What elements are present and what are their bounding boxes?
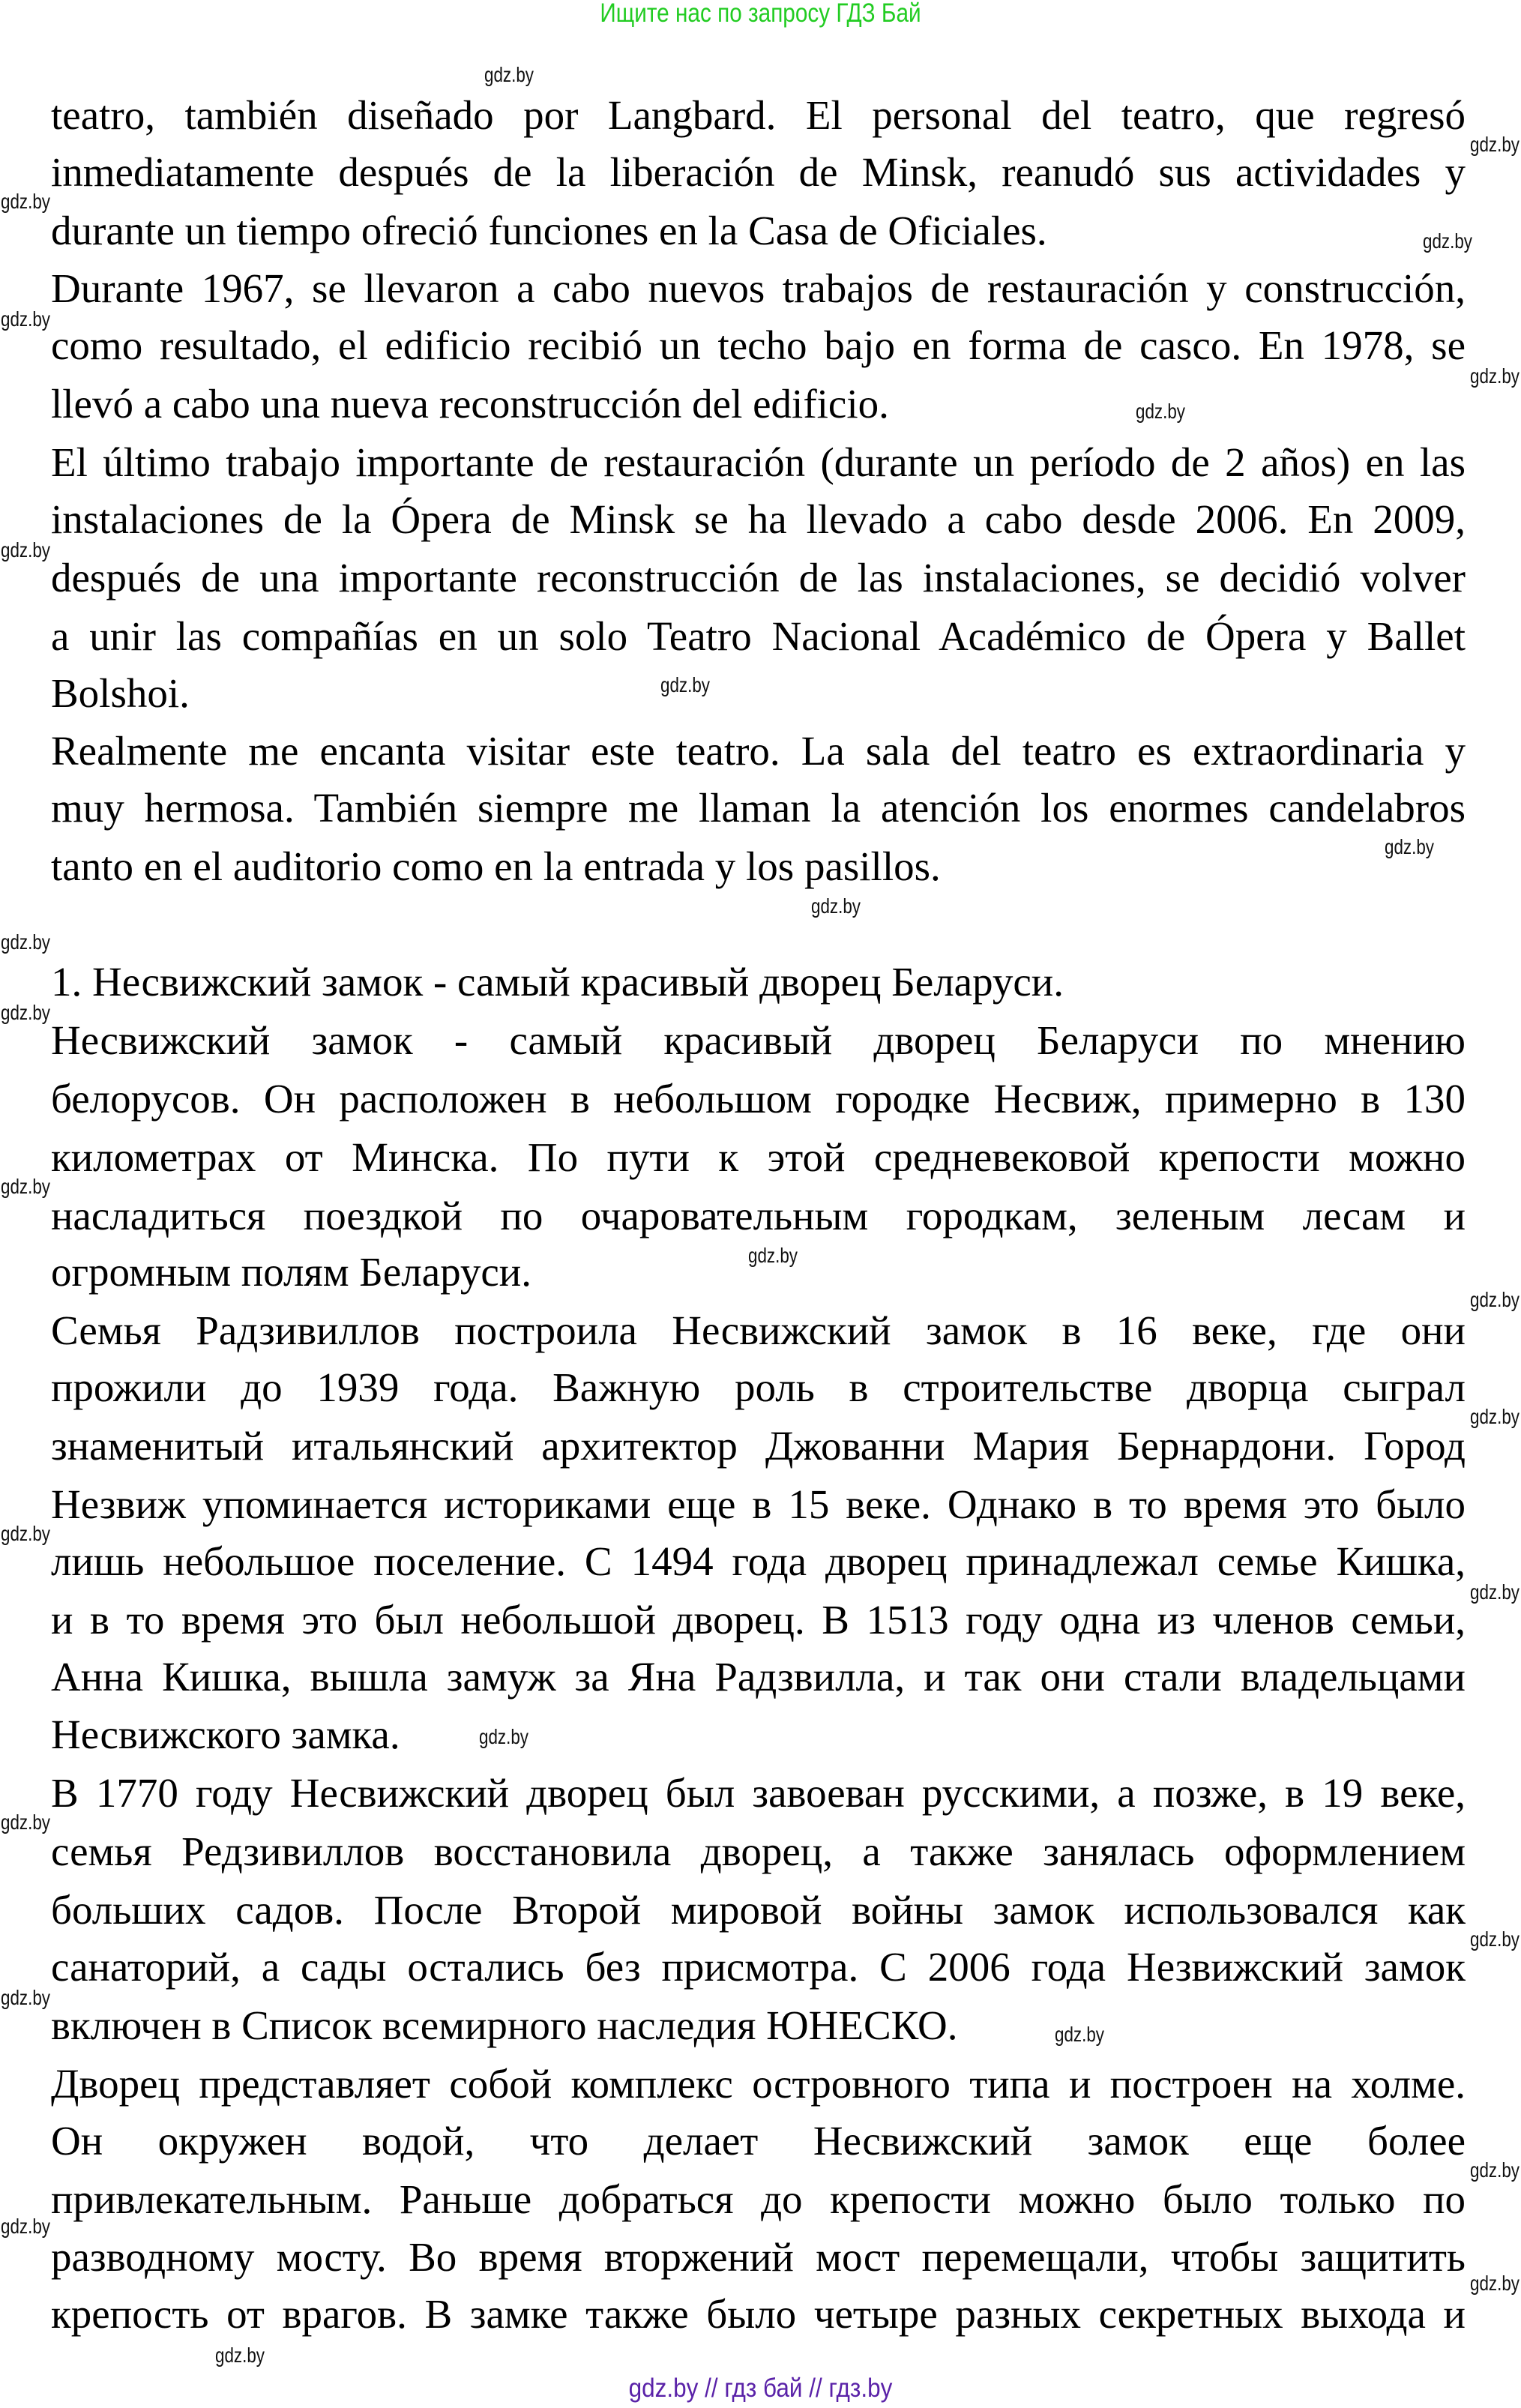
text-line: и в то время это был небольшой дворец. В 1513 году одна из членов семьи, — [51, 1597, 1466, 1643]
text-line: inmediatamente después de la liberación de Minsk, reanudó sus actividades y — [51, 149, 1466, 195]
watermark: gdz.by — [1, 930, 50, 954]
text-line: después de una importante reconstrucción de las instalaciones, se decidió volver — [51, 555, 1466, 601]
watermark: gdz.by — [1423, 229, 1472, 253]
watermark: gdz.by — [1, 1522, 50, 1545]
text-line: Дворец представляет собой комплекс островного типа и построен на холме. — [51, 2061, 1466, 2107]
watermark: gdz.by — [1385, 835, 1434, 858]
text-line: Незвиж упоминается историками еще в 15 веке. Однако в то время это было — [51, 1481, 1466, 1527]
text-line: 1. Несвижский замок - самый красивый дворец Беларуси. — [51, 959, 1064, 1005]
watermark: gdz.by — [1, 1001, 50, 1024]
text-line: крепость от врагов. В замке также было четыре разных секретных выхода и — [51, 2291, 1466, 2337]
text-line: привлекательным. Раньше добраться до крепости можно было только по — [51, 2176, 1466, 2222]
watermark: gdz.by — [1, 1986, 50, 2009]
watermark: gdz.by — [1470, 1288, 1520, 1311]
watermark: gdz.by — [1, 1810, 50, 1834]
text-line: Realmente me encanta visitar este teatro. La sala del teatro es extraordinaria y — [51, 728, 1466, 774]
text-line: tanto en el auditorio como en la entrada y los pasillos. — [51, 843, 941, 889]
watermark: gdz.by — [1, 307, 50, 331]
text-line: como resultado, el edificio recibió un techo bajo en forma de casco. En 1978, se — [51, 322, 1466, 368]
text-line: Bolshoi. — [51, 670, 190, 716]
text-line: Он окружен водой, что делает Несвижский замок еще более — [51, 2118, 1466, 2164]
watermark: gdz.by — [1, 190, 50, 213]
watermark: gdz.by — [1470, 1405, 1520, 1428]
text-line: В 1770 году Несвижский дворец был завоеван русскими, а позже, в 19 веке, — [51, 1770, 1466, 1816]
text-line: Анна Кишка, вышла замуж за Яна Радзвилла, и так они стали владельцами — [51, 1654, 1466, 1700]
text-line: a unir las compañías en un solo Teatro Nacional Académico de Ópera y Ballet — [51, 613, 1466, 659]
watermark: gdz.by — [1, 2215, 50, 2238]
text-line: лишь небольшое поселение. С 1494 года дворец принадлежал семье Кишка, — [51, 1538, 1466, 1584]
text-line: teatro, también diseñado por Langbard. El personal del teatro, que regresó — [51, 92, 1466, 138]
watermark: gdz.by — [215, 2344, 265, 2367]
text-line: больших садов. После Второй мировой войны замок использовался как — [51, 1887, 1466, 1933]
watermark: gdz.by — [1136, 400, 1185, 423]
watermark: gdz.by — [1055, 2023, 1104, 2046]
text-line: санаторий, а сады остались без присмотра. С 2006 года Незвижский замок — [51, 1944, 1466, 1990]
search-hint-banner: Ищите нас по запросу ГДЗ Бай — [600, 0, 921, 28]
text-line: El último trabajo importante de restauración (durante un período de 2 años) en las — [51, 439, 1466, 485]
watermark: gdz.by — [1470, 1927, 1520, 1951]
text-line: durante un tiempo ofreció funciones en la Casa de Oficiales. — [51, 208, 1047, 253]
text-line: прожили до 1939 года. Важную роль в строительстве дворца сыграл — [51, 1364, 1466, 1410]
footer-watermark: gdz.by // гдз бай // гдз.by — [628, 2374, 893, 2403]
text-line: Несвижского замка. — [51, 1712, 400, 1757]
text-line: знаменитый итальянский архитектор Джованни Мария Бернардони. Город — [51, 1423, 1466, 1469]
watermark: gdz.by — [1, 538, 50, 562]
watermark: gdz.by — [660, 673, 710, 696]
text-line: Несвижский замок - самый красивый дворец Беларуси по мнению — [51, 1017, 1466, 1063]
text-line: белорусов. Он расположен в небольшом городке Несвиж, примерно в 130 — [51, 1076, 1466, 1122]
watermark: gdz.by — [479, 1725, 528, 1748]
watermark: gdz.by — [1470, 364, 1520, 388]
watermark: gdz.by — [1470, 1580, 1520, 1604]
text-line: Durante 1967, se llevaron a cabo nuevos trabajos de restauración y construcción, — [51, 265, 1466, 311]
text-line: muy hermosa. También siempre me llaman la atención los enormes candelabros — [51, 785, 1466, 831]
text-line: instalaciones de la Ópera de Minsk se ha llevado a cabo desde 2006. En 2009, — [51, 496, 1466, 542]
watermark: gdz.by — [811, 894, 861, 918]
watermark: gdz.by — [1470, 2158, 1520, 2182]
text-line: насладиться поездкой по очаровательным городкам, зеленым лесам и — [51, 1193, 1466, 1238]
text-line: разводному мосту. Во время вторжений мост перемещали, чтобы защитить — [51, 2234, 1466, 2280]
watermark: gdz.by — [1470, 133, 1520, 156]
watermark: gdz.by — [1470, 2272, 1520, 2295]
text-line: включен в Список всемирного наследия ЮНЕСКО. — [51, 2002, 958, 2048]
text-line: Семья Радзивиллов построила Несвижский замок в 16 веке, где они — [51, 1307, 1466, 1353]
text-line: огромным полям Беларуси. — [51, 1249, 531, 1295]
text-line: семья Редзивиллов восстановила дворец, а также занялась оформлением — [51, 1828, 1466, 1874]
text-line: километрах от Минска. По пути к этой средневековой крепости можно — [51, 1134, 1466, 1180]
watermark: gdz.by — [1, 1175, 50, 1198]
watermark: gdz.by — [748, 1244, 798, 1267]
watermark: gdz.by — [484, 63, 534, 86]
text-line: llevó a cabo una nueva reconstrucción del edificio. — [51, 381, 889, 427]
